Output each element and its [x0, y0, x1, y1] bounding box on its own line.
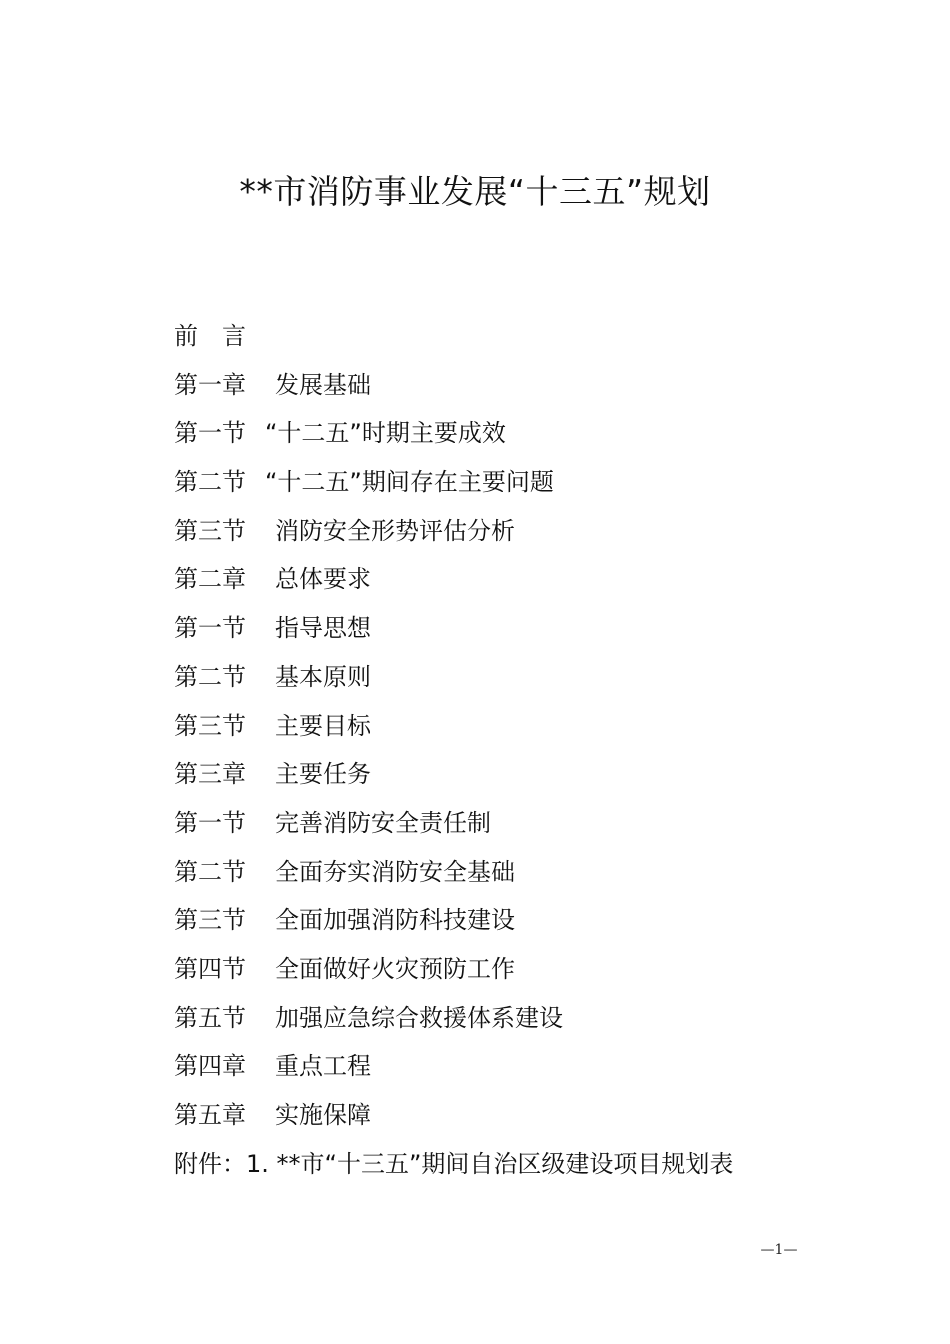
toc-entry-label: 第二节 [174, 857, 246, 886]
toc-entry [174, 799, 874, 848]
toc-entry [174, 994, 874, 1043]
document-title: **市消防事业发展“十三五”规划 [239, 172, 711, 211]
toc-entry-label: 第四章 [174, 1052, 246, 1081]
toc-entry-label: 第二节 [174, 662, 246, 691]
page-number: —1— [760, 1242, 798, 1258]
toc-entry-text: 主要目标 [275, 711, 371, 740]
toc-entry-text: 总体要求 [275, 565, 371, 594]
toc-entry-text: 指导思想 [275, 614, 371, 643]
toc-entry [174, 653, 874, 702]
toc-entry [174, 750, 874, 799]
toc-entry-text: 加强应急综合救援体系建设 [275, 1003, 563, 1032]
toc-entry-text: “十二五”期间存在主要问题 [265, 468, 554, 497]
toc-entry [174, 945, 874, 994]
toc-entry-label: 第三节 [174, 906, 246, 935]
toc-entry [174, 896, 874, 945]
toc-entry [174, 361, 874, 410]
toc-entry-text: 完善消防安全责任制 [275, 808, 491, 837]
toc-entry-text: 重点工程 [275, 1052, 371, 1081]
toc-entry [174, 1042, 874, 1091]
toc-entry-label: 第一节 [174, 808, 246, 837]
toc-entry [174, 702, 874, 751]
toc-entry [174, 555, 874, 604]
toc-preface-label: 前 言 [174, 322, 246, 350]
toc-entry-text: 全面加强消防科技建设 [275, 906, 515, 935]
toc-entry-label: 第三章 [174, 760, 246, 789]
toc-entry [174, 409, 874, 458]
toc-entry-label: 第一章 [174, 370, 246, 399]
toc-entry-text: 全面夯实消防安全基础 [275, 857, 515, 886]
table-of-contents [174, 312, 874, 1140]
toc-entry [174, 604, 874, 653]
toc-entry-text: 全面做好火灾预防工作 [275, 954, 515, 983]
toc-entry-text: 发展基础 [275, 370, 371, 399]
toc-preface [174, 312, 874, 361]
toc-entry [174, 458, 874, 507]
toc-entry-label: 第五节 [174, 1003, 246, 1032]
toc-entry-text: 实施保障 [275, 1101, 371, 1129]
toc-entry-label: 第一节 [174, 419, 246, 448]
toc-entry-label: 第二节 [174, 468, 246, 497]
toc-attachment: 附件：1. **市“十三五”期间自治区级建设项目规划表 [174, 1150, 734, 1178]
toc-entry-text: 基本原则 [275, 662, 371, 691]
toc-entry-text: 消防安全形势评估分析 [275, 516, 515, 545]
toc-entry [174, 507, 874, 556]
toc-entry [174, 848, 874, 897]
toc-entry-text: “十二五”时期主要成效 [265, 419, 506, 448]
toc-entry-label: 第五章 [174, 1101, 246, 1129]
toc-entry-text: 主要任务 [275, 760, 371, 789]
toc-entry-label: 第三节 [174, 516, 246, 545]
toc-entry [174, 1091, 874, 1140]
toc-entry-label: 第一节 [174, 614, 246, 643]
toc-entry-label: 第二章 [174, 565, 246, 594]
toc-entry-label: 第四节 [174, 954, 246, 983]
toc-entry-label: 第三节 [174, 711, 246, 740]
